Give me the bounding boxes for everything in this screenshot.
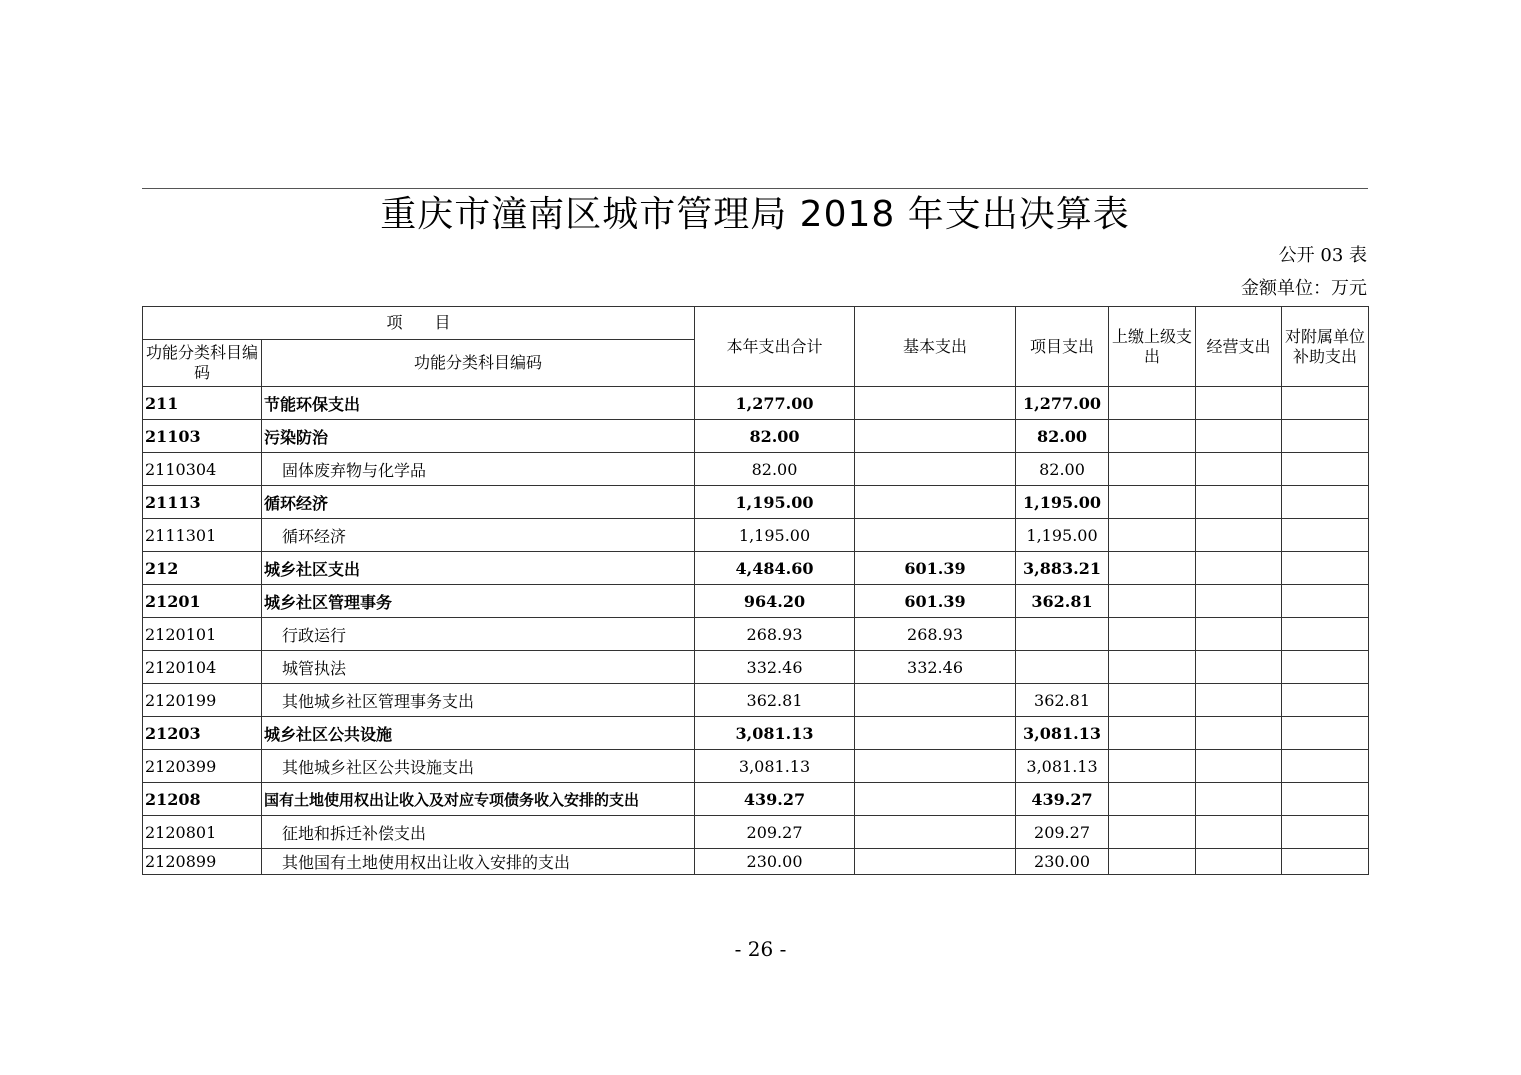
- row-name: 城乡社区管理事务: [262, 585, 695, 618]
- row-subsidy: [1282, 387, 1369, 420]
- row-name: 行政运行: [262, 618, 695, 651]
- row-code: 211: [143, 387, 262, 420]
- row-total: 209.27: [695, 816, 855, 849]
- row-upper: [1109, 453, 1196, 486]
- row-subsidy: [1282, 486, 1369, 519]
- row-project: 362.81: [1016, 585, 1109, 618]
- row-basic: 601.39: [855, 585, 1016, 618]
- row-business: [1196, 618, 1282, 651]
- row-name: 循环经济: [262, 486, 695, 519]
- row-project: 209.27: [1016, 816, 1109, 849]
- row-subsidy: [1282, 849, 1369, 875]
- table-row: [143, 651, 1369, 684]
- row-project: 3,883.21: [1016, 552, 1109, 585]
- row-upper: [1109, 552, 1196, 585]
- table-row: [143, 552, 1369, 585]
- row-code: 21201: [143, 585, 262, 618]
- row-total: 230.00: [695, 849, 855, 875]
- row-total: 1,277.00: [695, 387, 855, 420]
- row-basic: 268.93: [855, 618, 1016, 651]
- row-basic: [855, 816, 1016, 849]
- row-subsidy: [1282, 585, 1369, 618]
- row-business: [1196, 684, 1282, 717]
- row-business: [1196, 651, 1282, 684]
- row-basic: [855, 453, 1016, 486]
- table-row: [143, 585, 1369, 618]
- header-business: 经营支出: [1196, 307, 1282, 387]
- row-business: [1196, 816, 1282, 849]
- row-project: [1016, 651, 1109, 684]
- row-project: [1016, 618, 1109, 651]
- row-total: 439.27: [695, 783, 855, 816]
- row-subsidy: [1282, 684, 1369, 717]
- table-row: [143, 618, 1369, 651]
- row-basic: [855, 849, 1016, 875]
- table-row: [143, 717, 1369, 750]
- row-project: 3,081.13: [1016, 750, 1109, 783]
- row-basic: [855, 519, 1016, 552]
- row-business: [1196, 750, 1282, 783]
- row-subsidy: [1282, 750, 1369, 783]
- page-number: - 26 -: [734, 937, 787, 961]
- row-code: 2120104: [143, 651, 262, 684]
- row-total: 4,484.60: [695, 552, 855, 585]
- header-item: 项 目: [143, 307, 695, 340]
- row-project: 362.81: [1016, 684, 1109, 717]
- page-title: 重庆市潼南区城市管理局 2018 年支出决算表: [380, 194, 1130, 235]
- row-code: 2120399: [143, 750, 262, 783]
- table-row: [143, 849, 1369, 875]
- table-row: [143, 750, 1369, 783]
- row-basic: [855, 750, 1016, 783]
- header-upper: 上缴上级支出: [1109, 307, 1196, 387]
- row-project: 3,081.13: [1016, 717, 1109, 750]
- row-subsidy: [1282, 717, 1369, 750]
- row-basic: 332.46: [855, 651, 1016, 684]
- row-code: 212: [143, 552, 262, 585]
- form-number: 公开 03 表: [1278, 245, 1367, 266]
- table-row: [143, 519, 1369, 552]
- row-total: 3,081.13: [695, 750, 855, 783]
- row-upper: [1109, 387, 1196, 420]
- row-upper: [1109, 783, 1196, 816]
- row-name: 节能环保支出: [262, 387, 695, 420]
- row-business: [1196, 453, 1282, 486]
- row-subsidy: [1282, 816, 1369, 849]
- row-basic: 601.39: [855, 552, 1016, 585]
- row-code: 2120101: [143, 618, 262, 651]
- row-code: 2120899: [143, 849, 262, 875]
- row-subsidy: [1282, 519, 1369, 552]
- row-upper: [1109, 585, 1196, 618]
- row-name: 城乡社区公共设施: [262, 717, 695, 750]
- row-upper: [1109, 651, 1196, 684]
- row-business: [1196, 783, 1282, 816]
- row-code: 2120801: [143, 816, 262, 849]
- row-code: 21103: [143, 420, 262, 453]
- table-row: [143, 387, 1369, 420]
- row-code: 2111301: [143, 519, 262, 552]
- row-business: [1196, 486, 1282, 519]
- row-business: [1196, 387, 1282, 420]
- row-subsidy: [1282, 783, 1369, 816]
- row-name: 固体废弃物与化学品: [262, 453, 695, 486]
- row-total: 362.81: [695, 684, 855, 717]
- row-subsidy: [1282, 420, 1369, 453]
- row-business: [1196, 420, 1282, 453]
- header-code: 功能分类科目编码: [143, 340, 262, 387]
- row-project: 1,195.00: [1016, 486, 1109, 519]
- row-business: [1196, 717, 1282, 750]
- table-row: [143, 420, 1369, 453]
- expenditure-table: [142, 306, 1369, 875]
- row-subsidy: [1282, 552, 1369, 585]
- row-project: 439.27: [1016, 783, 1109, 816]
- row-upper: [1109, 618, 1196, 651]
- row-name: 国有土地使用权出让收入及对应专项债务收入安排的支出: [262, 783, 695, 816]
- row-name: 其他国有土地使用权出让收入安排的支出: [262, 849, 695, 875]
- row-total: 268.93: [695, 618, 855, 651]
- header-total: 本年支出合计: [695, 307, 855, 387]
- row-business: [1196, 552, 1282, 585]
- row-upper: [1109, 849, 1196, 875]
- row-total: 1,195.00: [695, 486, 855, 519]
- row-code: 2120199: [143, 684, 262, 717]
- row-name: 其他城乡社区公共设施支出: [262, 750, 695, 783]
- row-upper: [1109, 717, 1196, 750]
- row-basic: [855, 486, 1016, 519]
- header-row-1: [143, 307, 1369, 340]
- row-subsidy: [1282, 453, 1369, 486]
- row-name: 城管执法: [262, 651, 695, 684]
- header-name: 功能分类科目编码: [262, 340, 695, 387]
- row-total: 964.20: [695, 585, 855, 618]
- row-upper: [1109, 420, 1196, 453]
- row-name: 其他城乡社区管理事务支出: [262, 684, 695, 717]
- row-total: 3,081.13: [695, 717, 855, 750]
- row-basic: [855, 783, 1016, 816]
- header-project: 项目支出: [1016, 307, 1109, 387]
- row-total: 82.00: [695, 453, 855, 486]
- row-upper: [1109, 816, 1196, 849]
- row-name: 污染防治: [262, 420, 695, 453]
- row-project: 82.00: [1016, 453, 1109, 486]
- row-basic: [855, 684, 1016, 717]
- row-subsidy: [1282, 618, 1369, 651]
- row-name: 城乡社区支出: [262, 552, 695, 585]
- row-upper: [1109, 486, 1196, 519]
- top-rule: [142, 188, 1368, 189]
- row-total: 1,195.00: [695, 519, 855, 552]
- row-business: [1196, 519, 1282, 552]
- row-project: 82.00: [1016, 420, 1109, 453]
- row-name: 循环经济: [262, 519, 695, 552]
- row-upper: [1109, 684, 1196, 717]
- table-row: [143, 783, 1369, 816]
- row-upper: [1109, 750, 1196, 783]
- row-subsidy: [1282, 651, 1369, 684]
- table-row: [143, 453, 1369, 486]
- amount-unit: 金额单位：万元: [1241, 278, 1367, 299]
- row-code: 21113: [143, 486, 262, 519]
- row-basic: [855, 420, 1016, 453]
- row-project: 1,195.00: [1016, 519, 1109, 552]
- table-row: [143, 486, 1369, 519]
- table-row: [143, 816, 1369, 849]
- header-subsidy: 对附属单位补助支出: [1282, 307, 1369, 387]
- row-basic: [855, 717, 1016, 750]
- row-code: 21208: [143, 783, 262, 816]
- row-total: 332.46: [695, 651, 855, 684]
- row-basic: [855, 387, 1016, 420]
- header-basic: 基本支出: [855, 307, 1016, 387]
- row-project: 230.00: [1016, 849, 1109, 875]
- row-code: 21203: [143, 717, 262, 750]
- row-project: 1,277.00: [1016, 387, 1109, 420]
- row-name: 征地和拆迁补偿支出: [262, 816, 695, 849]
- row-business: [1196, 585, 1282, 618]
- row-code: 2110304: [143, 453, 262, 486]
- row-upper: [1109, 519, 1196, 552]
- row-business: [1196, 849, 1282, 875]
- row-total: 82.00: [695, 420, 855, 453]
- table-row: [143, 684, 1369, 717]
